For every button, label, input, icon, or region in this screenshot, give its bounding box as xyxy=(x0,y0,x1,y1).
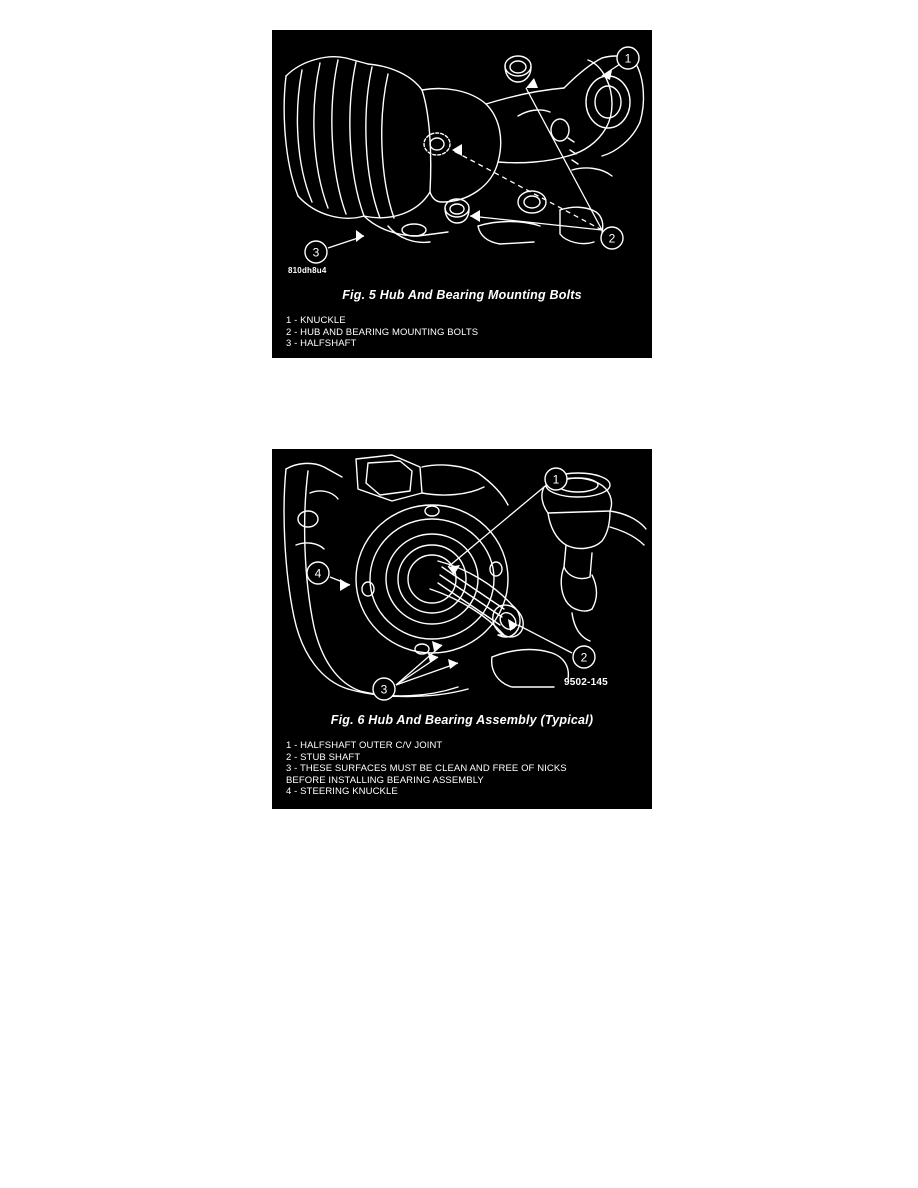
svg-text:2: 2 xyxy=(608,231,616,246)
svg-text:1: 1 xyxy=(552,472,560,487)
figure-5-caption: Fig. 5 Hub And Bearing Mounting Bolts xyxy=(342,288,582,302)
svg-text:4: 4 xyxy=(314,566,322,581)
figure-6-callout-2 xyxy=(573,646,595,668)
legend-item: 2 - HUB AND BEARING MOUNTING BOLTS xyxy=(286,326,479,338)
svg-text:1: 1 xyxy=(624,51,632,66)
legend-item: 3 - HALFSHAFT xyxy=(286,338,357,349)
figure-5-callout-3 xyxy=(305,241,327,263)
legend-item: 2 - STUB SHAFT xyxy=(286,751,361,763)
legend-item: 3 - THESE SURFACES MUST BE CLEAN AND FREE OF NICKS xyxy=(286,763,567,774)
figure-5-callout-2 xyxy=(601,227,623,249)
legend-item: 4 - STEERING KNUCKLE xyxy=(286,786,398,797)
legend-item: 1 - HALFSHAFT OUTER C/V JOINT xyxy=(286,740,443,751)
figure-5-block xyxy=(272,30,652,358)
figure-6-callout-4 xyxy=(307,562,329,584)
figure-6-artwork xyxy=(272,449,652,707)
legend-item: 1 - KNUCKLE xyxy=(286,315,346,326)
figure-6-block xyxy=(272,449,652,809)
figure-5-legend xyxy=(286,315,642,350)
figure-6-callout-3 xyxy=(373,678,395,700)
figure-5-line-art xyxy=(272,30,652,282)
legend-item: BEFORE INSTALLING BEARING ASSEMBLY xyxy=(286,774,484,786)
svg-text:3: 3 xyxy=(312,245,320,260)
figure-6-callout-1 xyxy=(545,468,567,490)
figure-5-artwork xyxy=(272,30,652,282)
figure-6-caption: Fig. 6 Hub And Bearing Assembly (Typical) xyxy=(330,713,594,727)
figure-5-art-code: 810dh8u4 xyxy=(288,266,327,275)
figure-6-legend xyxy=(286,740,642,798)
figure-5-callout-1 xyxy=(617,47,639,69)
svg-text:3: 3 xyxy=(380,682,388,697)
svg-text:2: 2 xyxy=(580,650,588,665)
figure-6-art-code: 9502-145 xyxy=(564,677,608,688)
figure-6-line-art xyxy=(272,449,652,707)
